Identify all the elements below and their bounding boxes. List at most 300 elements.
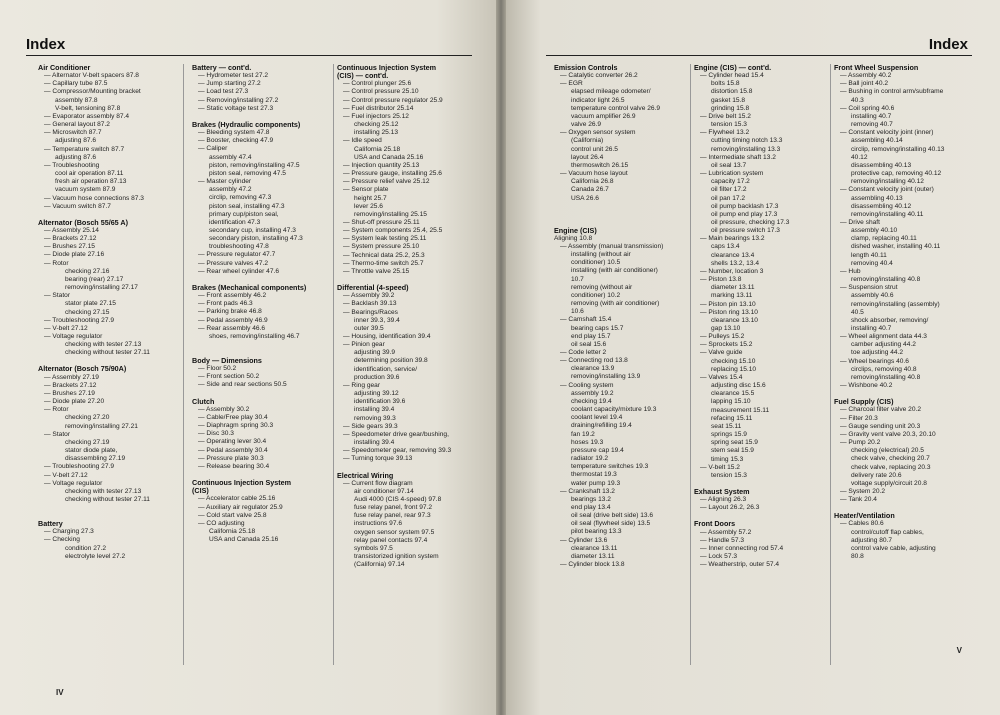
right-column-2 <box>694 64 830 569</box>
index-heading: Differential (4-speed) <box>337 283 409 293</box>
index-entry: — CO adjusting <box>198 519 245 527</box>
index-entry: — Camshaft 15.4 <box>560 316 612 324</box>
index-entry: piston seal, installing 47.3 <box>209 202 285 210</box>
index-heading: Front Wheel Suspension <box>834 63 919 72</box>
index-entry: oil seal (drive belt side) 13.6 <box>571 512 654 520</box>
index-entry: identification 47.3 <box>209 218 261 226</box>
index-entry: voltage supply/circuit 20.8 <box>851 479 927 487</box>
index-entry: relay panel contacts 97.4 <box>354 536 428 544</box>
index-entry: checking 27.16 <box>65 267 110 275</box>
index-entry: circlip, removing 47.3 <box>209 194 272 202</box>
index-heading: Battery <box>38 519 63 529</box>
index-entry: installing 39.4 <box>354 439 395 447</box>
index-entry: elapsed mileage odometer/ <box>571 88 651 96</box>
index-entry: bolts 15.8 <box>711 80 740 88</box>
index-entry: — Assembly 25.14 <box>44 226 99 234</box>
left-column-1 <box>38 64 186 561</box>
index-entry: — Voltage regulator <box>44 333 103 340</box>
index-entry: shock absorber, removing/ <box>851 316 929 324</box>
index-entry: V-belt, tensioning 87.8 <box>55 104 121 112</box>
index-entry: — Side gears 39.3 <box>343 422 398 430</box>
index-entry: check valve, checking 20.7 <box>851 455 930 463</box>
index-entry: — Rear assembly 46.6 <box>198 324 266 332</box>
index-entry: — Flywheel 13.2 <box>700 129 750 137</box>
index-entry: — Floor 50.2 <box>198 365 237 373</box>
index-entry: — Troubleshooting <box>44 161 100 169</box>
index-entry: pressure cap 19.4 <box>571 446 624 454</box>
index-entry: oil pressure, checking 17.3 <box>711 218 790 226</box>
index-entry: — Assembly (manual transmission) <box>560 242 664 250</box>
index-entry: removing/installing (assembly) <box>851 300 940 308</box>
index-entry: stem seal 15.9 <box>711 447 754 455</box>
index-entry: — Operating lever 30.4 <box>198 438 267 446</box>
index-entry: — Rotor <box>44 259 69 267</box>
index-entry: replacing 15.10 <box>711 365 757 373</box>
left-page-title: Index <box>26 36 66 53</box>
index-entry: 40.5 <box>851 308 864 316</box>
right-title-rule <box>546 55 972 56</box>
index-entry: — Caliper <box>198 145 228 153</box>
index-entry: — Fuel distributor 25.14 <box>343 104 414 112</box>
index-entry: — Inner connecting rod 57.4 <box>700 544 784 552</box>
index-entry: — Gravity vent valve 20.3, 20.10 <box>840 430 936 438</box>
index-entry: removing/installing 13.3 <box>711 145 781 153</box>
index-entry: oil pump end play 17.3 <box>711 210 778 218</box>
index-entry: inner 39.3, 39.4 <box>354 316 400 324</box>
index-entry: assembly 47.2 <box>209 186 252 194</box>
index-entry: — System leak testing 25.11 <box>343 235 427 243</box>
index-entry: identification 39.6 <box>354 398 406 406</box>
index-entry: capacity 17.2 <box>711 178 750 186</box>
index-entry: diameter 13.11 <box>571 552 615 560</box>
index-entry: control unit 26.5 <box>571 145 618 153</box>
index-entry: identification, service/ <box>354 365 418 373</box>
index-entry: bearings 13.2 <box>571 495 611 503</box>
index-entry: — System 20.2 <box>840 487 886 495</box>
index-entry: — Voltage regulator <box>44 479 103 487</box>
index-entry: checking 27.19 <box>65 438 110 446</box>
index-entry: — Idle speed <box>343 137 382 145</box>
index-entry: disassembling 27.19 <box>65 455 126 463</box>
index-entry: tension 15.3 <box>711 471 747 479</box>
index-entry: timing 15.3 <box>711 455 744 463</box>
left-column-3 <box>337 64 487 569</box>
index-entry: clearance 13.11 <box>571 544 618 552</box>
index-entry: bearing (rear) 27.17 <box>65 275 124 283</box>
index-heading: (CIS) — cont'd. <box>337 71 389 81</box>
index-entry: — Control pressure regulator 25.9 <box>343 96 443 104</box>
index-entry: assembly 87.8 <box>55 96 98 104</box>
index-entry: — Cylinder head 15.4 <box>700 72 764 80</box>
index-entry: circlip, removing/installing 40.13 <box>851 145 945 153</box>
index-entry: adjusting 39.9 <box>354 349 396 357</box>
index-entry: adjusting 87.6 <box>55 153 97 161</box>
index-entry: removing 39.3 <box>354 414 396 422</box>
index-entry: layout 26.4 <box>571 153 604 161</box>
index-entry: removing/installing 27.17 <box>65 284 138 292</box>
index-entry: — Cold start valve 25.8 <box>198 511 267 519</box>
index-entry: — Parking brake 46.8 <box>198 308 262 316</box>
index-entry: vacuum system 87.9 <box>55 186 116 194</box>
index-entry: assembly 40.10 <box>851 227 898 235</box>
index-entry: removing/installing 40.8 <box>851 373 921 381</box>
index-entry: — Crankshaft 13.2 <box>560 487 615 495</box>
index-entry: — Suspension strut <box>840 284 898 292</box>
index-heading: Clutch <box>192 396 215 406</box>
index-entry: temperature switches 19.3 <box>571 463 649 471</box>
entry-spacer <box>554 211 690 219</box>
entry-spacer <box>192 341 338 349</box>
index-entry: — Housing, identification 39.4 <box>343 333 431 340</box>
index-entry: California 26.8 <box>571 178 614 186</box>
index-entry: oil pressure switch 17.3 <box>711 227 780 235</box>
index-entry: — Capillary tube 87.5 <box>44 80 108 88</box>
index-entry: bearing caps 15.7 <box>571 324 624 332</box>
index-entry: — Cable/Free play 30.4 <box>198 413 268 421</box>
index-entry: — Layout 26.2, 26.3 <box>700 504 760 512</box>
index-entry: assembling 40.13 <box>851 194 903 202</box>
index-entry: instructions 97.6 <box>354 520 403 528</box>
index-entry: — Speedometer drive gear/bushing, <box>343 430 449 438</box>
index-entry: gap 13.10 <box>711 325 741 332</box>
index-entry: oil filter 17.2 <box>711 186 747 194</box>
index-entry: check valve, replacing 20.3 <box>851 463 931 471</box>
index-heading: Alternator (Bosch 75/90A) <box>38 364 127 374</box>
index-entry: — Cables 80.6 <box>840 520 884 528</box>
index-entry: coolant capacity/mixture 19.3 <box>571 406 657 414</box>
index-entry: — Tank 20.4 <box>840 496 877 504</box>
index-entry: oil pan 17.2 <box>711 194 746 202</box>
index-entry: — Piston ring 13.10 <box>700 308 758 316</box>
index-entry: — Throttle valve 25.15 <box>343 267 410 275</box>
index-entry: distortion 15.8 <box>711 88 753 96</box>
index-entry: conditioner) 10.5 <box>571 259 621 267</box>
index-entry: transistorized ignition system <box>354 553 439 561</box>
right-page <box>506 0 1000 715</box>
index-entry: 40.12 <box>851 153 868 161</box>
index-entry: removing/installing 27.21 <box>65 422 138 430</box>
index-entry: installing 25.13 <box>354 129 398 137</box>
index-entry: (California) 97.14 <box>354 561 405 569</box>
index-heading: Alternator (Bosch 55/65 A) <box>38 217 128 227</box>
right-column-1 <box>554 64 690 569</box>
index-entry: — Removing/installing 27.2 <box>198 96 279 104</box>
index-entry: grinding 15.8 <box>711 104 750 112</box>
index-entry: — Assembly 40.2 <box>840 72 892 80</box>
index-entry: — Brushes 27.15 <box>44 243 95 251</box>
index-entry: removing/installing 40.12 <box>851 178 924 186</box>
index-entry: fan 19.2 <box>571 430 595 438</box>
index-entry: — Front assembly 46.2 <box>198 292 267 300</box>
index-entry: air conditioner 97.14 <box>354 487 414 495</box>
index-entry: gasket 15.8 <box>711 96 746 104</box>
index-entry: — Pedal assembly 30.4 <box>198 446 268 454</box>
index-entry: — Side and rear sections 50.5 <box>198 381 287 389</box>
index-entry: — Intermediate shaft 13.2 <box>700 153 776 161</box>
index-entry: installing (with air conditioner) <box>571 267 658 275</box>
index-entry: (California) <box>571 137 604 145</box>
index-entry: adjusting 80.7 <box>851 536 893 544</box>
left-column-2 <box>192 64 338 544</box>
index-entry: — Pressure regulator 47.7 <box>198 251 276 259</box>
index-entry: — V-belt 27.12 <box>44 324 88 332</box>
index-entry: — Brackets 27.12 <box>44 381 97 389</box>
index-entry: springs 15.9 <box>711 431 747 439</box>
index-entry: — Drive belt 15.2 <box>700 112 751 120</box>
index-entry: — Pump 20.2 <box>840 439 881 447</box>
index-entry: checking with tester 27.13 <box>65 487 142 495</box>
index-entry: — General layout 87.2 <box>44 121 110 129</box>
index-entry: conditioner) 10.2 <box>571 291 621 299</box>
right-page-number: V <box>956 646 962 655</box>
index-entry: shells 13.2, 13.4 <box>711 259 760 267</box>
index-entry: oil seal 15.6 <box>571 340 607 348</box>
index-entry: fresh air operation 87.13 <box>55 178 127 186</box>
index-entry: checking 27.20 <box>65 414 110 422</box>
index-entry: — Weatherstrip, outer 57.4 <box>700 561 780 569</box>
index-entry: oil seal (flywheel side) 13.5 <box>571 520 651 528</box>
index-entry: — Wheel bearings 40.6 <box>840 357 909 365</box>
index-entry: — Number, location 3 <box>700 267 764 275</box>
index-entry: — Valve guide <box>700 349 743 357</box>
index-entry: — Release bearing 30.4 <box>198 462 270 470</box>
index-entry: — Valves 15.4 <box>700 373 743 381</box>
index-entry: disassembling 40.12 <box>851 202 912 210</box>
index-entry: temperature control valve 26.9 <box>571 104 661 112</box>
index-entry: 80.8 <box>851 553 864 561</box>
index-entry: — Ball joint 40.2 <box>840 80 889 88</box>
index-heading: Body — Dimensions <box>192 356 262 365</box>
index-entry: adjusting 39.12 <box>354 390 399 398</box>
index-entry: lapping 15.10 <box>711 398 751 406</box>
index-entry: USA and Canada 25.16 <box>354 153 424 161</box>
index-heading: Engine (CIS) <box>554 225 597 235</box>
index-entry: determining position 39.8 <box>354 357 428 365</box>
index-entry: — Pulleys 15.2 <box>700 333 745 341</box>
index-entry: clearance 13.9 <box>571 365 615 373</box>
index-entry: — Main bearings 13.2 <box>700 235 765 243</box>
index-entry: seat 15.11 <box>711 422 742 430</box>
index-entry: — System pressure 25.10 <box>343 243 420 251</box>
index-entry: — Ring gear <box>343 381 381 389</box>
index-entry: — Bearings/Races <box>343 308 398 316</box>
index-entry: — Temperature switch 87.7 <box>44 145 125 153</box>
index-entry: Audi 4000 (CIS 4-speed) 97.8 <box>354 495 442 503</box>
index-entry: draining/refilling 19.4 <box>571 422 632 430</box>
index-entry: — Aligning 26.3 <box>700 496 747 504</box>
index-entry: assembly 19.2 <box>571 389 614 397</box>
index-entry: — Diode plate 27.16 <box>44 251 105 259</box>
book-gutter <box>496 0 506 715</box>
index-entry: — Bleeding system 47.8 <box>198 129 270 137</box>
index-entry: — Injection quantity 25.13 <box>343 161 420 169</box>
index-entry: — V-belt 27.12 <box>44 471 88 479</box>
index-entry: oil pump backlash 17.3 <box>711 202 779 210</box>
index-entry: delivery rate 20.6 <box>851 471 902 479</box>
index-entry: — Speedometer gear, removing 39.3 <box>343 447 452 455</box>
index-entry: California 25.18 <box>354 145 401 153</box>
index-entry: end play 13.4 <box>571 503 611 511</box>
index-entry: — Vacuum hose layout <box>560 170 628 178</box>
index-entry: — Hub <box>840 267 861 275</box>
left-title-rule <box>26 55 472 56</box>
index-entry: cool air operation 87.11 <box>55 170 124 178</box>
index-entry: fuse relay panel, front 97.2 <box>354 504 433 512</box>
index-entry: — Connecting rod 13.8 <box>560 357 628 365</box>
index-entry: refacing 15.11 <box>711 414 753 422</box>
index-entry: installing 40.7 <box>851 112 892 120</box>
index-entry: — Charcoal filter valve 20.2 <box>840 406 921 414</box>
index-entry: — Piston pin 13.10 <box>700 300 756 308</box>
index-entry: measurement 15.11 <box>711 406 770 414</box>
index-entry: marking 13.11 <box>711 292 753 300</box>
index-entry: — Assembly 57.2 <box>700 528 752 536</box>
index-entry: toe adjusting 44.2 <box>851 349 904 357</box>
index-entry: — Compressor/Mounting bracket <box>44 88 141 96</box>
index-entry: — Diode plate 27.20 <box>44 398 105 406</box>
index-entry: — Catalytic converter 26.2 <box>560 72 638 80</box>
index-entry: — Evaporator assembly 87.4 <box>44 112 130 120</box>
index-entry: control valve cable, adjusting <box>851 544 936 552</box>
right-column-3 <box>834 64 976 561</box>
index-entry: — Stator <box>44 430 71 438</box>
index-entry: removing/installing 13.9 <box>571 373 641 381</box>
index-entry: vacuum amplifier 26.9 <box>571 112 636 120</box>
index-entry: California 25.18 <box>209 527 256 535</box>
index-entry: — Troubleshooting 27.9 <box>44 463 115 471</box>
index-entry: — Assembly 30.2 <box>198 405 250 413</box>
index-entry: — Pinion gear <box>343 341 385 349</box>
index-entry: USA 26.6 <box>571 194 599 202</box>
index-entry: — Sprockets 15.2 <box>700 341 753 349</box>
index-entry: removing/installing 40.8 <box>851 276 921 284</box>
left-page-number: IV <box>56 688 64 697</box>
index-entry: clamp, replacing 40.11 <box>851 235 917 243</box>
index-entry: — V-belt 15.2 <box>700 463 740 471</box>
index-entry: — Constant velocity joint (inner) <box>840 129 934 137</box>
entry-spacer <box>554 203 690 211</box>
index-entry: — Rear wheel cylinder 47.6 <box>198 267 279 275</box>
index-entry: — Troubleshooting 27.9 <box>44 316 115 324</box>
entry-spacer <box>38 504 186 512</box>
index-entry: removing 40.4 <box>851 259 893 267</box>
index-entry: — Rotor <box>44 406 69 414</box>
index-entry: — Piston 13.8 <box>700 276 742 284</box>
index-entry: oxygen sensor system 97.5 <box>354 528 435 536</box>
index-entry: — Pedal assembly 46.9 <box>198 316 268 324</box>
index-entry: — Lubrication system <box>700 170 764 178</box>
index-entry: primary cup/piston seal, <box>209 210 279 218</box>
index-entry: — Thermo-time switch 25.7 <box>343 259 424 267</box>
index-heading: Battery — cont'd. <box>192 63 252 72</box>
index-heading: Heater/Ventilation <box>834 511 895 521</box>
index-entry: checking (electrical) 20.5 <box>851 447 924 455</box>
index-entry: caps 13.4 <box>711 243 740 251</box>
right-page-title: Index <box>928 36 968 53</box>
index-entry: thermoswitch 26.15 <box>571 161 629 169</box>
index-entry: troubleshooting 47.8 <box>209 243 269 251</box>
index-entry: 10.7 <box>571 275 584 283</box>
index-entry: removing 40.7 <box>851 121 893 129</box>
index-entry: — Stator <box>44 292 71 300</box>
index-entry: — Assembly 27.19 <box>44 373 99 381</box>
index-entry: — Pressure gauge, installing 25.6 <box>343 170 442 178</box>
index-heading: Electrical Wiring <box>337 470 394 480</box>
index-entry: pilot bearing 13.3 <box>571 528 622 536</box>
index-entry: — Auxiliary air regulator 25.9 <box>198 503 283 511</box>
index-entry: — Shut-off pressure 25.11 <box>343 218 420 226</box>
index-entry: — Control plunger 25.6 <box>343 80 412 88</box>
index-entry: — Hydrometer test 27.2 <box>198 72 268 80</box>
index-entry: removing (with air conditioner) <box>571 300 660 308</box>
index-entry: hoses 19.3 <box>571 438 604 446</box>
index-entry: — System components 25.4, 25.5 <box>343 227 443 235</box>
index-entry: diameter 13.11 <box>711 284 755 292</box>
index-entry: protective cap, removing 40.12 <box>851 170 942 178</box>
index-entry: — Constant velocity joint (outer) <box>840 186 934 194</box>
index-entry: — Code letter 2 <box>560 349 607 356</box>
index-entry: — Filter 20.3 <box>840 414 878 422</box>
index-entry: — Current flow diagram <box>343 479 413 487</box>
index-heading: Emission Controls <box>554 63 618 72</box>
index-entry: checking without tester 27.11 <box>65 349 150 357</box>
index-entry: clearance 13.10 <box>711 316 758 324</box>
index-entry: checking without tester 27.11 <box>65 495 150 503</box>
index-entry: — Load test 27.3 <box>198 88 249 96</box>
index-heading: Brakes (Mechanical components) <box>192 282 307 292</box>
index-entry: thermostat 19.3 <box>571 471 617 479</box>
index-entry: — Static voltage test 27.3 <box>198 104 274 112</box>
index-heading: Engine (CIS) — cont'd. <box>694 63 772 72</box>
left-page <box>0 0 496 715</box>
index-entry: — Control pressure 25.10 <box>343 88 419 96</box>
index-entry: — Handle 57.3 <box>700 536 744 544</box>
index-entry: — Alternator V-belt spacers 87.8 <box>44 72 139 80</box>
index-entry: 10.6 <box>571 308 584 316</box>
index-entry: — Sensor plate <box>343 186 389 194</box>
index-entry: indicator light 26.5 <box>571 96 625 104</box>
index-entry: shoes, removing/installing 46.7 <box>209 332 300 340</box>
index-entry: — Booster, checking 47.9 <box>198 137 274 145</box>
index-entry: installing (without air <box>571 251 631 259</box>
index-entry: outer 39.5 <box>354 324 384 332</box>
index-entry: — Charging 27.3 <box>44 528 94 536</box>
index-heading: Continuous Injection System <box>192 478 292 488</box>
index-entry: piston, removing/installing 47.5 <box>209 161 300 169</box>
index-heading: Continuous Injection System <box>337 63 437 72</box>
index-entry: spring seat 15.9 <box>711 439 758 447</box>
index-entry: — Brackets 27.12 <box>44 235 97 243</box>
index-entry: assembling 40.14 <box>851 137 903 145</box>
index-entry: — Cooling system <box>560 381 614 389</box>
index-entry: camber adjusting 44.2 <box>851 341 916 349</box>
index-entry: — Fuel injectors 25.12 <box>343 112 409 120</box>
index-entry: Aligning 10.8 <box>554 234 593 242</box>
index-entry: — Wishbone 40.2 <box>840 382 893 390</box>
index-entry: cutting timing notch 13.3 <box>711 137 783 145</box>
index-entry: water pump 19.3 <box>571 479 621 487</box>
index-heading: Front Doors <box>694 519 736 529</box>
index-entry: radiator 19.2 <box>571 455 609 463</box>
index-entry: circlips, removing 40.8 <box>851 365 917 373</box>
index-entry: electrolyte level 27.2 <box>65 552 126 560</box>
index-entry: clearance 15.5 <box>711 390 755 398</box>
index-entry: — Turning torque 39.13 <box>343 455 413 463</box>
index-entry: removing/installing 25.15 <box>354 210 427 218</box>
index-entry: — Pressure relief valve 25.12 <box>343 178 430 186</box>
index-entry: piston seal, removing 47.5 <box>209 169 286 177</box>
index-entry: Canada 26.7 <box>571 186 609 194</box>
